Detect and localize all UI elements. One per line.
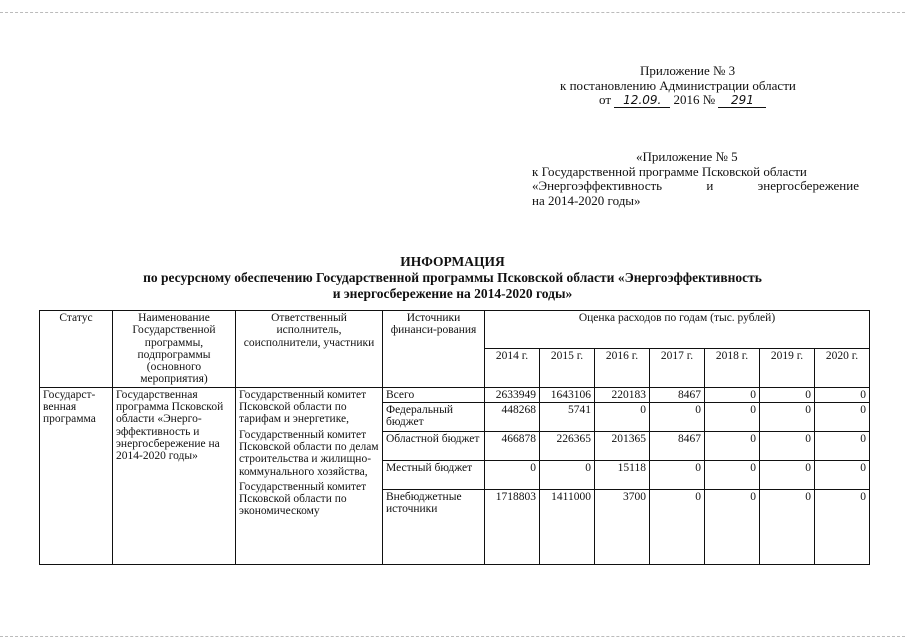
appendix-line1: Приложение № 3 bbox=[640, 63, 736, 78]
program-name-cell: Государственная программа Псковской области «Энерго-эффективность и энергосбережение на 2014-2020 годы» bbox=[113, 387, 236, 564]
reference-word-1: «Энергоэффективность bbox=[532, 178, 663, 193]
source-cell: Областной бюджет bbox=[383, 432, 485, 461]
appendix-date-line bbox=[560, 93, 850, 108]
reference-line2: к Государственной программе Псковской области bbox=[532, 163, 807, 179]
value-cell: 8467 bbox=[650, 387, 705, 402]
value-cell: 2633949 bbox=[485, 387, 540, 402]
value-cell: 0 bbox=[705, 490, 760, 565]
value-cell: 226365 bbox=[540, 432, 595, 461]
value-cell: 0 bbox=[815, 403, 870, 432]
value-cell: 220183 bbox=[595, 387, 650, 402]
header-year: 2016 г. bbox=[595, 349, 650, 387]
reference-word-2: и bbox=[706, 178, 714, 193]
value-cell: 0 bbox=[760, 490, 815, 565]
value-cell: 0 bbox=[485, 461, 540, 490]
value-cell: 0 bbox=[650, 461, 705, 490]
value-cell: 1411000 bbox=[540, 490, 595, 565]
value-cell: 0 bbox=[650, 490, 705, 565]
status-cell: Государст-венная программа bbox=[40, 387, 113, 564]
value-cell: 0 bbox=[705, 461, 760, 490]
source-cell: Внебюджетные источники bbox=[383, 490, 485, 565]
document-subtitle-2: и энергосбережение на 2014-2020 годы» bbox=[332, 286, 573, 301]
value-cell: 3700 bbox=[595, 490, 650, 565]
value-cell: 0 bbox=[815, 461, 870, 490]
responsible-entry: Государственный комитет Псковской области по экономическому bbox=[239, 480, 367, 518]
scan-edge-bottom bbox=[0, 636, 905, 637]
value-cell: 0 bbox=[705, 387, 760, 402]
responsible-entry: Государственный комитет Псковской области по тарифам и энергетике, bbox=[239, 388, 367, 426]
value-cell: 0 bbox=[760, 403, 815, 432]
header-expenses: Оценка расходов по годам (тыс. рублей) bbox=[485, 311, 870, 349]
source-cell: Федеральный бюджет bbox=[383, 403, 485, 432]
value-cell: 0 bbox=[540, 461, 595, 490]
value-cell: 0 bbox=[760, 461, 815, 490]
value-cell: 448268 bbox=[485, 403, 540, 432]
header-year: 2020 г. bbox=[815, 349, 870, 387]
source-cell: Местный бюджет bbox=[383, 461, 485, 490]
value-cell: 0 bbox=[595, 403, 650, 432]
value-cell: 201365 bbox=[595, 432, 650, 461]
reference-block bbox=[532, 150, 859, 208]
header-sources: Источники финанси-рования bbox=[383, 311, 485, 388]
header-year: 2014 г. bbox=[485, 349, 540, 387]
reference-line4: на 2014-2020 годы» bbox=[532, 192, 641, 208]
appendix-year: 2016 № bbox=[673, 92, 716, 107]
table-row bbox=[40, 387, 870, 402]
resource-table bbox=[39, 310, 870, 565]
reference-line1: «Приложение № 5 bbox=[636, 149, 738, 164]
value-cell: 0 bbox=[760, 432, 815, 461]
value-cell: 0 bbox=[760, 387, 815, 402]
value-cell: 0 bbox=[705, 403, 760, 432]
value-cell: 0 bbox=[815, 387, 870, 402]
value-cell: 0 bbox=[705, 432, 760, 461]
header-status: Статус bbox=[40, 311, 113, 388]
value-cell: 0 bbox=[650, 403, 705, 432]
header-responsible: Ответственный исполнитель, соисполнители, участники bbox=[236, 311, 383, 388]
value-cell: 0 bbox=[815, 432, 870, 461]
responsible-cell bbox=[236, 387, 383, 564]
value-cell: 1718803 bbox=[485, 490, 540, 565]
value-cell: 0 bbox=[815, 490, 870, 565]
source-cell: Всего bbox=[383, 387, 485, 402]
responsible-entry: Государственный комитет Псковской области по делам строительства и жилищно-коммунального хозяйства, bbox=[239, 428, 379, 478]
from-label: от bbox=[599, 92, 612, 107]
value-cell: 8467 bbox=[650, 432, 705, 461]
document-title: ИНФОРМАЦИЯ bbox=[400, 254, 505, 269]
value-cell: 466878 bbox=[485, 432, 540, 461]
appendix-number: 291 bbox=[718, 94, 766, 108]
appendix-block bbox=[560, 64, 850, 108]
value-cell: 15118 bbox=[595, 461, 650, 490]
value-cell: 5741 bbox=[540, 403, 595, 432]
header-year: 2015 г. bbox=[540, 349, 595, 387]
reference-line3 bbox=[532, 179, 859, 194]
header-year: 2018 г. bbox=[705, 349, 760, 387]
value-cell: 1643106 bbox=[540, 387, 595, 402]
document-subtitle-1: по ресурсному обеспечению Государственной программы Псковской области «Энергоэффективность bbox=[143, 270, 762, 285]
appendix-date: 12.09. bbox=[614, 94, 670, 108]
scan-edge-top bbox=[0, 12, 905, 13]
reference-word-3: энергосбережение bbox=[757, 178, 859, 193]
header-program-name: Наименование Государственной программы, подпрограммы (основного мероприятия) bbox=[113, 311, 236, 388]
header-year: 2017 г. bbox=[650, 349, 705, 387]
header-year: 2019 г. bbox=[760, 349, 815, 387]
appendix-line2: к постановлению Администрации области bbox=[560, 77, 796, 93]
